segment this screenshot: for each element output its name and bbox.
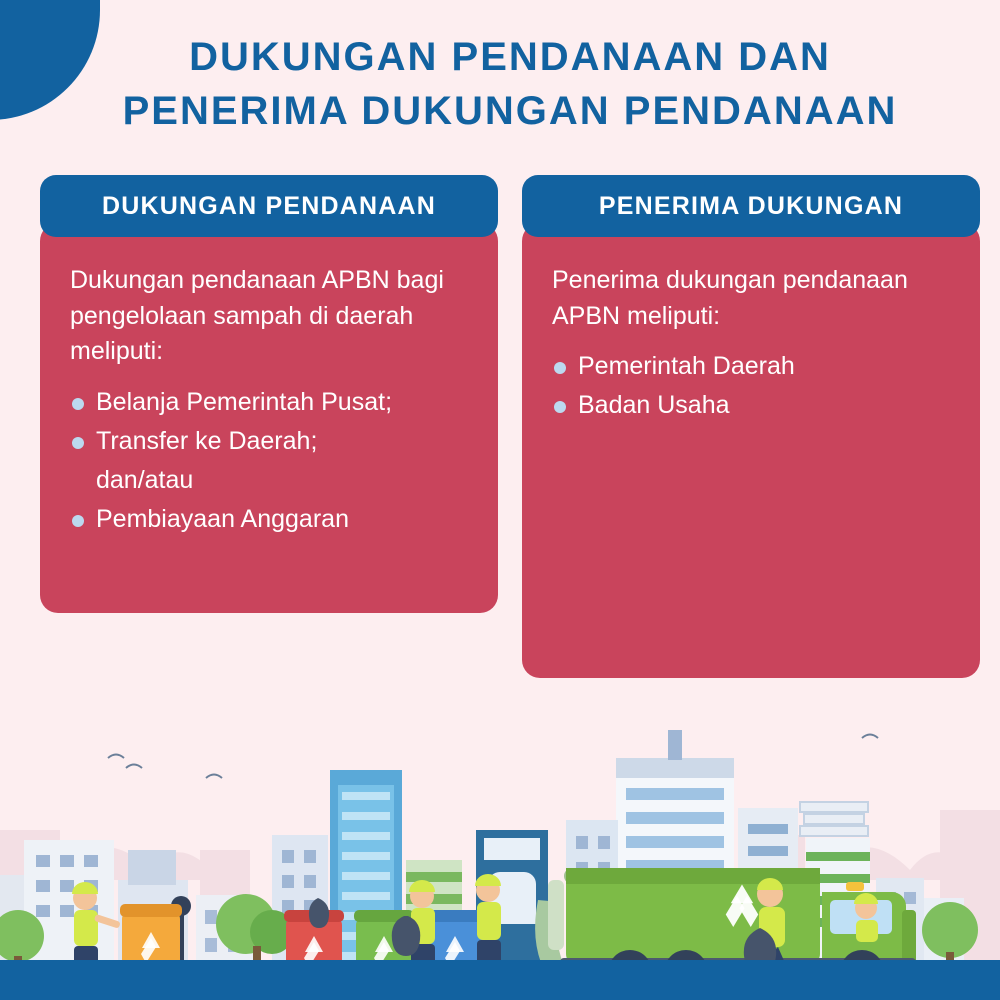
list-item: Transfer ke Daerah; — [70, 425, 468, 458]
card-dukungan-pendanaan — [40, 175, 498, 678]
card-header-right — [522, 175, 980, 237]
list-item: Pembiayaan Anggaran — [70, 503, 468, 536]
card-header-left — [40, 175, 498, 237]
card-header-right-label: PENERIMA DUKUNGAN — [598, 191, 904, 220]
card-header-left-label: DUKUNGAN PENDANAAN — [101, 191, 437, 220]
list-item: Pemerintah Daerah — [552, 350, 950, 383]
list-item: Belanja Pemerintah Pusat; — [70, 386, 468, 419]
card-penerima-dukungan — [522, 175, 980, 678]
card-intro-right: Penerima dukungan pendanaan APBN meliputi: — [552, 266, 908, 330]
page-title — [60, 30, 960, 138]
list-item-continuation: dan/atau — [96, 465, 194, 494]
bullet-list-right — [552, 350, 950, 422]
card-intro-left: Dukungan pendanaan APBN bagi pengelolaan sampah di daerah meliputi: — [70, 266, 444, 365]
card-body-right — [522, 223, 980, 678]
list-item: Badan Usaha — [552, 389, 950, 422]
title-line-2: PENERIMA DUKUNGAN PENDANAAN — [122, 89, 898, 133]
bottom-bar — [0, 960, 1000, 1000]
title-line-1: DUKUNGAN PENDANAAN DAN — [189, 35, 831, 79]
card-body-left — [40, 223, 498, 613]
bullet-list-left — [70, 386, 468, 536]
